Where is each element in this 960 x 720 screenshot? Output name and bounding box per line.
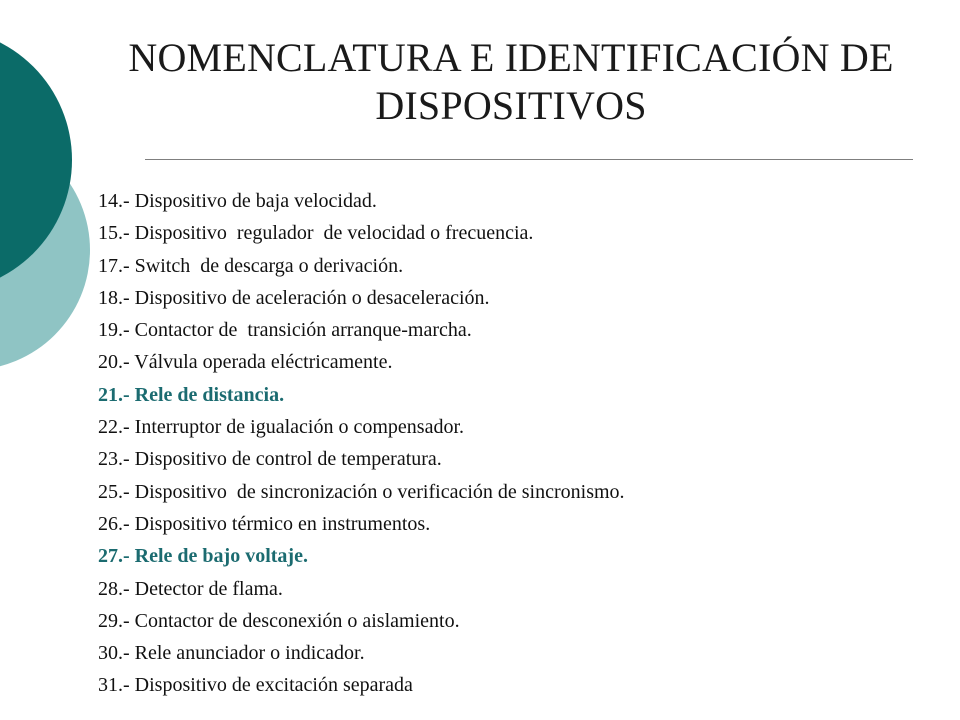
title-divider	[145, 159, 913, 160]
device-list-item: 25.- Dispositivo de sincronización o verificación de sincronismo.	[98, 480, 625, 503]
device-list-item: 19.- Contactor de transición arranque-marcha.	[98, 319, 472, 342]
device-list-item: 31.- Dispositivo de excitación separada	[98, 674, 413, 697]
device-list-item: 20.- Válvula operada eléctricamente.	[98, 351, 393, 374]
device-list-item: 22.- Interruptor de igualación o compensador.	[98, 416, 464, 439]
device-list-item: 18.- Dispositivo de aceleración o desaceleración.	[98, 286, 490, 309]
device-list-item: 17.- Switch de descarga o derivación.	[98, 254, 404, 277]
device-list-item: 15.- Dispositivo regulador de velocidad o frecuencia.	[98, 222, 534, 245]
device-list-item: 14.- Dispositivo de baja velocidad.	[98, 190, 377, 212]
device-list-item: 30.- Rele anunciador o indicador.	[98, 642, 365, 665]
device-list-item: 26.- Dispositivo térmico en instrumentos.	[98, 512, 431, 535]
device-list-item: 29.- Contactor de desconexión o aislamiento.	[98, 609, 460, 632]
device-list	[98, 185, 625, 702]
device-list-item: 28.- Detector de flama.	[98, 577, 283, 600]
slide-title: NOMENCLATURA E IDENTIFICACIÓN DE DISPOSITIVOS	[128, 35, 894, 128]
device-list-item: 23.- Dispositivo de control de temperatura.	[98, 448, 442, 471]
device-list-item: 27.- Rele de bajo voltaje.	[98, 545, 308, 568]
device-list-item: 21.- Rele de distancia.	[98, 383, 285, 406]
